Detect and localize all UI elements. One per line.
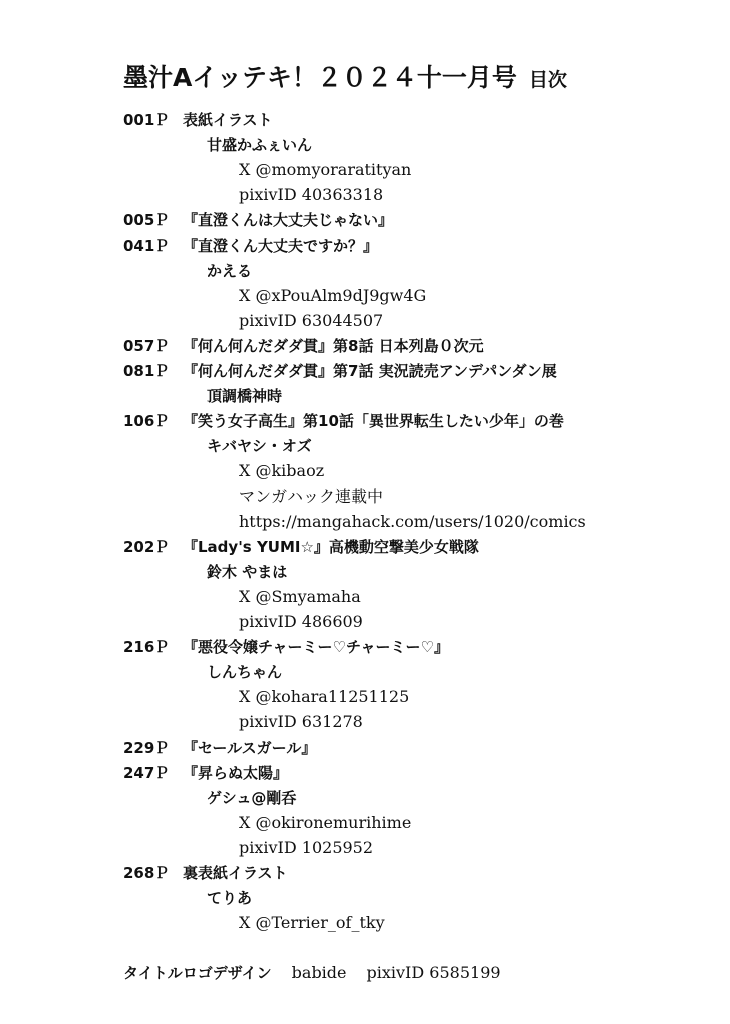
- author-name: てりあ: [207, 889, 253, 908]
- entry-page-number: 229Ｐ: [123, 738, 170, 757]
- author-detail: X @kohara11251125: [239, 687, 410, 707]
- entry-title: 『笑う女子高生』第10話「異世界転生したい少年」の巻: [183, 412, 564, 431]
- entry-page-number: 001Ｐ: [123, 111, 170, 129]
- entry-page-number: 005Ｐ: [123, 211, 170, 230]
- author-detail: pixivID 63044507: [239, 310, 384, 330]
- footer-pixiv-id: pixivID 6585199: [366, 963, 501, 982]
- entry-title: 『直澄くんは大丈夫じゃない』: [183, 211, 394, 230]
- author-detail: pixivID 1025952: [239, 837, 374, 857]
- toc-label: 目次: [528, 69, 567, 91]
- author-detail: pixivID 486609: [239, 612, 363, 631]
- entry-title: 裏表紙イラスト: [183, 864, 288, 882]
- entry-title: 『何ん何んだダダ貫』第7話 実況読売アンデパンダン展: [183, 362, 557, 380]
- entry-title: 『Lady's YUMI☆』高機動空撃美少女戦隊: [183, 537, 479, 556]
- entry-page-number: 216Ｐ: [123, 638, 170, 657]
- author-detail: pixivID 631278: [239, 712, 363, 732]
- entry-title: 『昇らぬ太陽』: [183, 763, 289, 782]
- magazine-title: 墨汁Aイッテキ！２０２４十一月号: [123, 63, 517, 92]
- author-detail: X @okironemurihime: [239, 812, 412, 832]
- entry-title: 『セールスガール』: [183, 738, 317, 757]
- entry-page-number: 268Ｐ: [123, 864, 170, 882]
- author-name: ゲシュ@剛呑: [207, 788, 297, 807]
- author-name: 頂調橋神時: [207, 387, 283, 406]
- footer-credit: [123, 961, 501, 986]
- author-detail: マンガハック連載中: [239, 486, 384, 506]
- author-detail: pixivID 40363318: [239, 185, 384, 205]
- footer-designer-name: babide: [291, 963, 347, 982]
- author-name: 甘盛かふぇいん: [207, 136, 313, 155]
- entry-page-number: 247Ｐ: [123, 763, 170, 782]
- author-name: キバヤシ・オズ: [207, 437, 312, 456]
- entry-title: 『悪役令嬢チャーミー♡チャーミー♡』: [183, 638, 449, 657]
- entry-title: 『直澄くん大丈夫ですか？』: [183, 236, 379, 255]
- page-title: [123, 62, 567, 96]
- author-detail: https://mangahack.com/users/1020/comics: [239, 511, 586, 531]
- entry-page-number: 041Ｐ: [123, 236, 170, 255]
- author-detail: X @momyoraratityan: [239, 160, 412, 180]
- author-detail: X @kibaoz: [239, 461, 325, 481]
- entry-page-number: 057Ｐ: [123, 336, 170, 355]
- footer-label: タイトルロゴデザイン: [123, 964, 272, 982]
- entry-title: 表紙イラスト: [183, 111, 273, 129]
- author-name: かえる: [207, 261, 253, 280]
- author-name: しんちゃん: [207, 663, 283, 682]
- entry-page-number: 081Ｐ: [123, 362, 170, 380]
- author-name: 鈴木 やまは: [207, 562, 288, 581]
- entry-title: 『何ん何んだダダ貫』第8話 日本列島０次元: [183, 336, 484, 355]
- author-detail: X @Terrier_of_tky: [239, 913, 385, 933]
- entry-page-number: 202Ｐ: [123, 537, 170, 556]
- author-detail: X @xPouAlm9dJ9gw4G: [239, 285, 427, 305]
- author-detail: X @Smyamaha: [239, 586, 361, 606]
- entry-page-number: 106Ｐ: [123, 412, 170, 431]
